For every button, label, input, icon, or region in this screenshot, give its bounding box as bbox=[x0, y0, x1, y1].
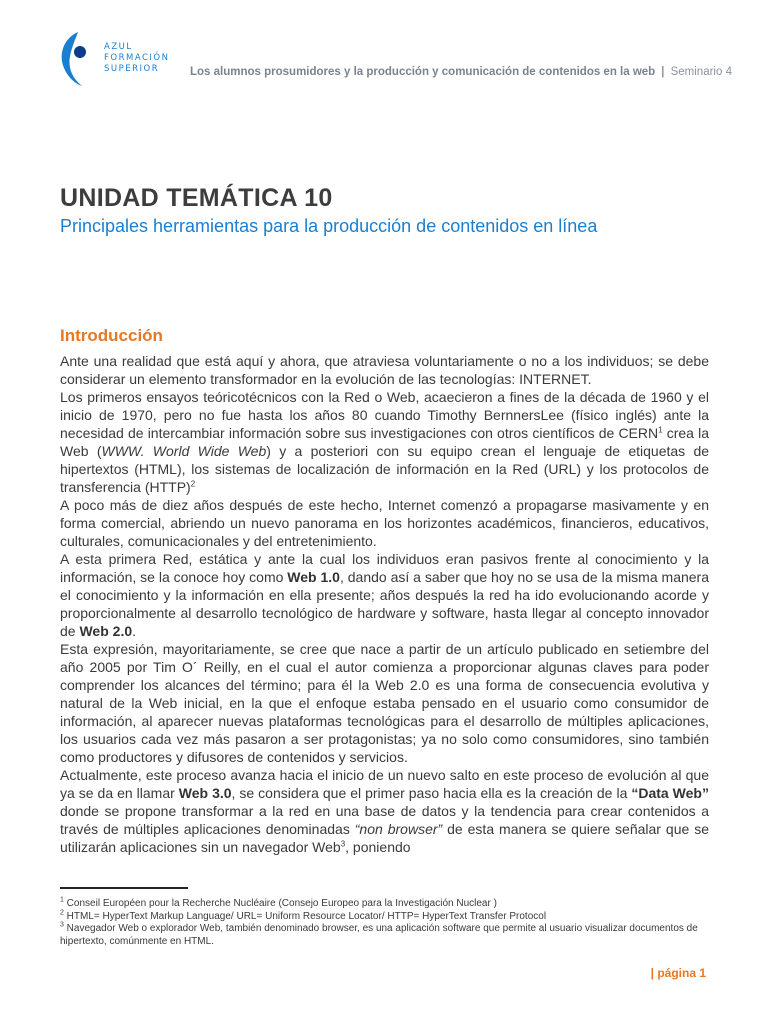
footnote-1-number: 1 bbox=[60, 896, 64, 904]
footnote-3-text: Navegador Web o explorador Web, también denominado browser, es una aplicación software que permite al usuario visualizar documentos de hipertexto, comúnmente en HTML. bbox=[60, 923, 698, 947]
body-text bbox=[60, 352, 709, 856]
paragraph-2-text-b: crea la Web ( bbox=[60, 425, 710, 459]
paragraph-3: A poco más de diez años después de este hecho, Internet comenzó a propagarse masivamente y en forma comercial, abriendo un nuevo panorama en los horizontes académicos, financieros, educativos, culturales, comunicacionales y del entretenimiento. bbox=[60, 497, 709, 549]
paragraph-4-text-b: , dando así a saber que hoy no se usa de la misma manera el conocimiento y la información en ella presente; años después la red ha ido evolucionando acorde y proporcionalmente al desarrollo tecnológico de hardware y software, hasta llegar al concepto innovador de bbox=[60, 569, 709, 639]
page-number: | página 1 bbox=[650, 966, 706, 980]
paragraph-6 bbox=[60, 766, 709, 856]
paragraph-6-italic: “non browser” bbox=[354, 821, 443, 837]
paragraph-6-text-d: de esta manera se quiere señalar que se utilizarán aplicaciones sin un navegador Web bbox=[60, 821, 709, 855]
unit-title: UNIDAD TEMÁTICA 10 bbox=[60, 184, 333, 212]
logo-text bbox=[104, 42, 169, 75]
unit-subtitle: Principales herramientas para la producción de contenidos en línea bbox=[60, 216, 598, 236]
paragraph-6-bold-1: Web 3.0 bbox=[178, 785, 232, 801]
logo-line-1: AZUL bbox=[104, 42, 133, 52]
logo bbox=[56, 28, 176, 88]
paragraph-2-italic: WWW. World Wide Web bbox=[101, 443, 267, 459]
running-header bbox=[190, 66, 732, 78]
section-heading: Introducción bbox=[60, 326, 163, 345]
header-separator: | bbox=[661, 66, 665, 78]
paragraph-4-bold-1: Web 1.0 bbox=[287, 569, 340, 585]
paragraph-6-bold-2: “Data Web” bbox=[631, 785, 709, 801]
footnote-divider bbox=[60, 887, 188, 889]
footnote-3-number: 3 bbox=[60, 921, 64, 929]
paragraph-4 bbox=[60, 550, 709, 640]
paragraph-6-text-a: Actualmente, este proceso avanza hacia el inicio de un nuevo salto en este proceso de evolución al que ya se da en llamar bbox=[60, 767, 709, 801]
footnote-1 bbox=[60, 898, 710, 911]
paragraph-4-text-c: . bbox=[132, 623, 137, 639]
paragraph-4-text-a: A esta primera Red, estática y ante la cual los individuos eran pasivos frente al conocimiento y la información, se la conoce hoy como bbox=[60, 551, 709, 585]
footnote-ref-1: 1 bbox=[658, 425, 663, 435]
footnote-3 bbox=[60, 923, 710, 948]
paragraph-6-text-e: , poniendo bbox=[345, 839, 411, 855]
logo-line-2: FORMACIÓN bbox=[104, 53, 170, 63]
footnote-2-text: HTML= HyperText Markup Language/ URL= Uniform Resource Locator/ HTTP= HyperText Transfer Protocol bbox=[63, 910, 547, 922]
footnote-1-text: Conseil Européen pour la Recherche Nucléaire (Consejo Europeo para la Investigación Nuclear ) bbox=[63, 898, 497, 909]
seminar-label: Seminario 4 bbox=[670, 66, 732, 78]
paragraph-6-text-b: , se considera que el primer paso hacia ella es la creación de la bbox=[231, 785, 632, 801]
paragraph-6-text-c: donde se propone transformar a la red en una base de datos y la tendencia para crear contenidos a través de múltiples aplicaciones denominadas bbox=[60, 803, 709, 837]
footnote-ref-2: 2 bbox=[190, 479, 196, 489]
paragraph-5: Esta expresión, mayoritariamente, se cree que nace a partir de un artículo publicado en setiembre del año 2005 por Tim O´ Reilly, en el cual el autor comienza a proporcionar algunas claves para poder comprender los alcances del término; para él la Web 2.0 es una forma de consecuencia evolutiva y natural de la Web inicial, en la que el enfoque estaba pensado en el usuario como consumidor de información, al aparecer nuevas plataformas tecnológicas para el desarrollo de múltiples aplicaciones, los usuarios cada vez más pasaron a ser protagonistas; ya no solo como consumidores, sino también como productores y difusores de contenidos y servicios. bbox=[60, 641, 709, 765]
footnote-2 bbox=[60, 911, 710, 924]
logo-mark-icon bbox=[56, 28, 100, 88]
paragraph-2-text-c: ) y a posteriori con su equipo crean el lenguaje de etiquetas de hipertextos (HTML), los sistemas de localización de información en la Red (URL) y los protocolos de transferencia (HTTP) bbox=[60, 443, 710, 495]
running-title: Los alumnos prosumidores y la producción y comunicación de contenidos en la web bbox=[190, 66, 656, 78]
paragraph-1: Ante una realidad que está aquí y ahora, que atraviesa voluntariamente o no a los individuos; se debe considerar un elemento transformador en la evolución de las tecnologías: INTERNET. bbox=[60, 353, 709, 387]
logo-line-3: SUPERIOR bbox=[104, 64, 160, 74]
paragraph-4-bold-2: Web 2.0 bbox=[79, 623, 133, 639]
footnote-2-number: 2 bbox=[60, 909, 64, 917]
paragraph-2 bbox=[60, 388, 709, 496]
paragraph-2-text-a: Los primeros ensayos teóricotécnicos con la Red o Web, acaecieron a fines de la década de 1960 y el inicio de 1970, pero no fue hasta los años 80 cuando Timothy BernnersLee (físico inglés) ante la necesidad de intercambiar información sobre sus investigaciones con otros científicos de CERN bbox=[60, 389, 709, 441]
footnotes bbox=[60, 898, 710, 948]
footnote-ref-3: 3 bbox=[340, 839, 346, 849]
